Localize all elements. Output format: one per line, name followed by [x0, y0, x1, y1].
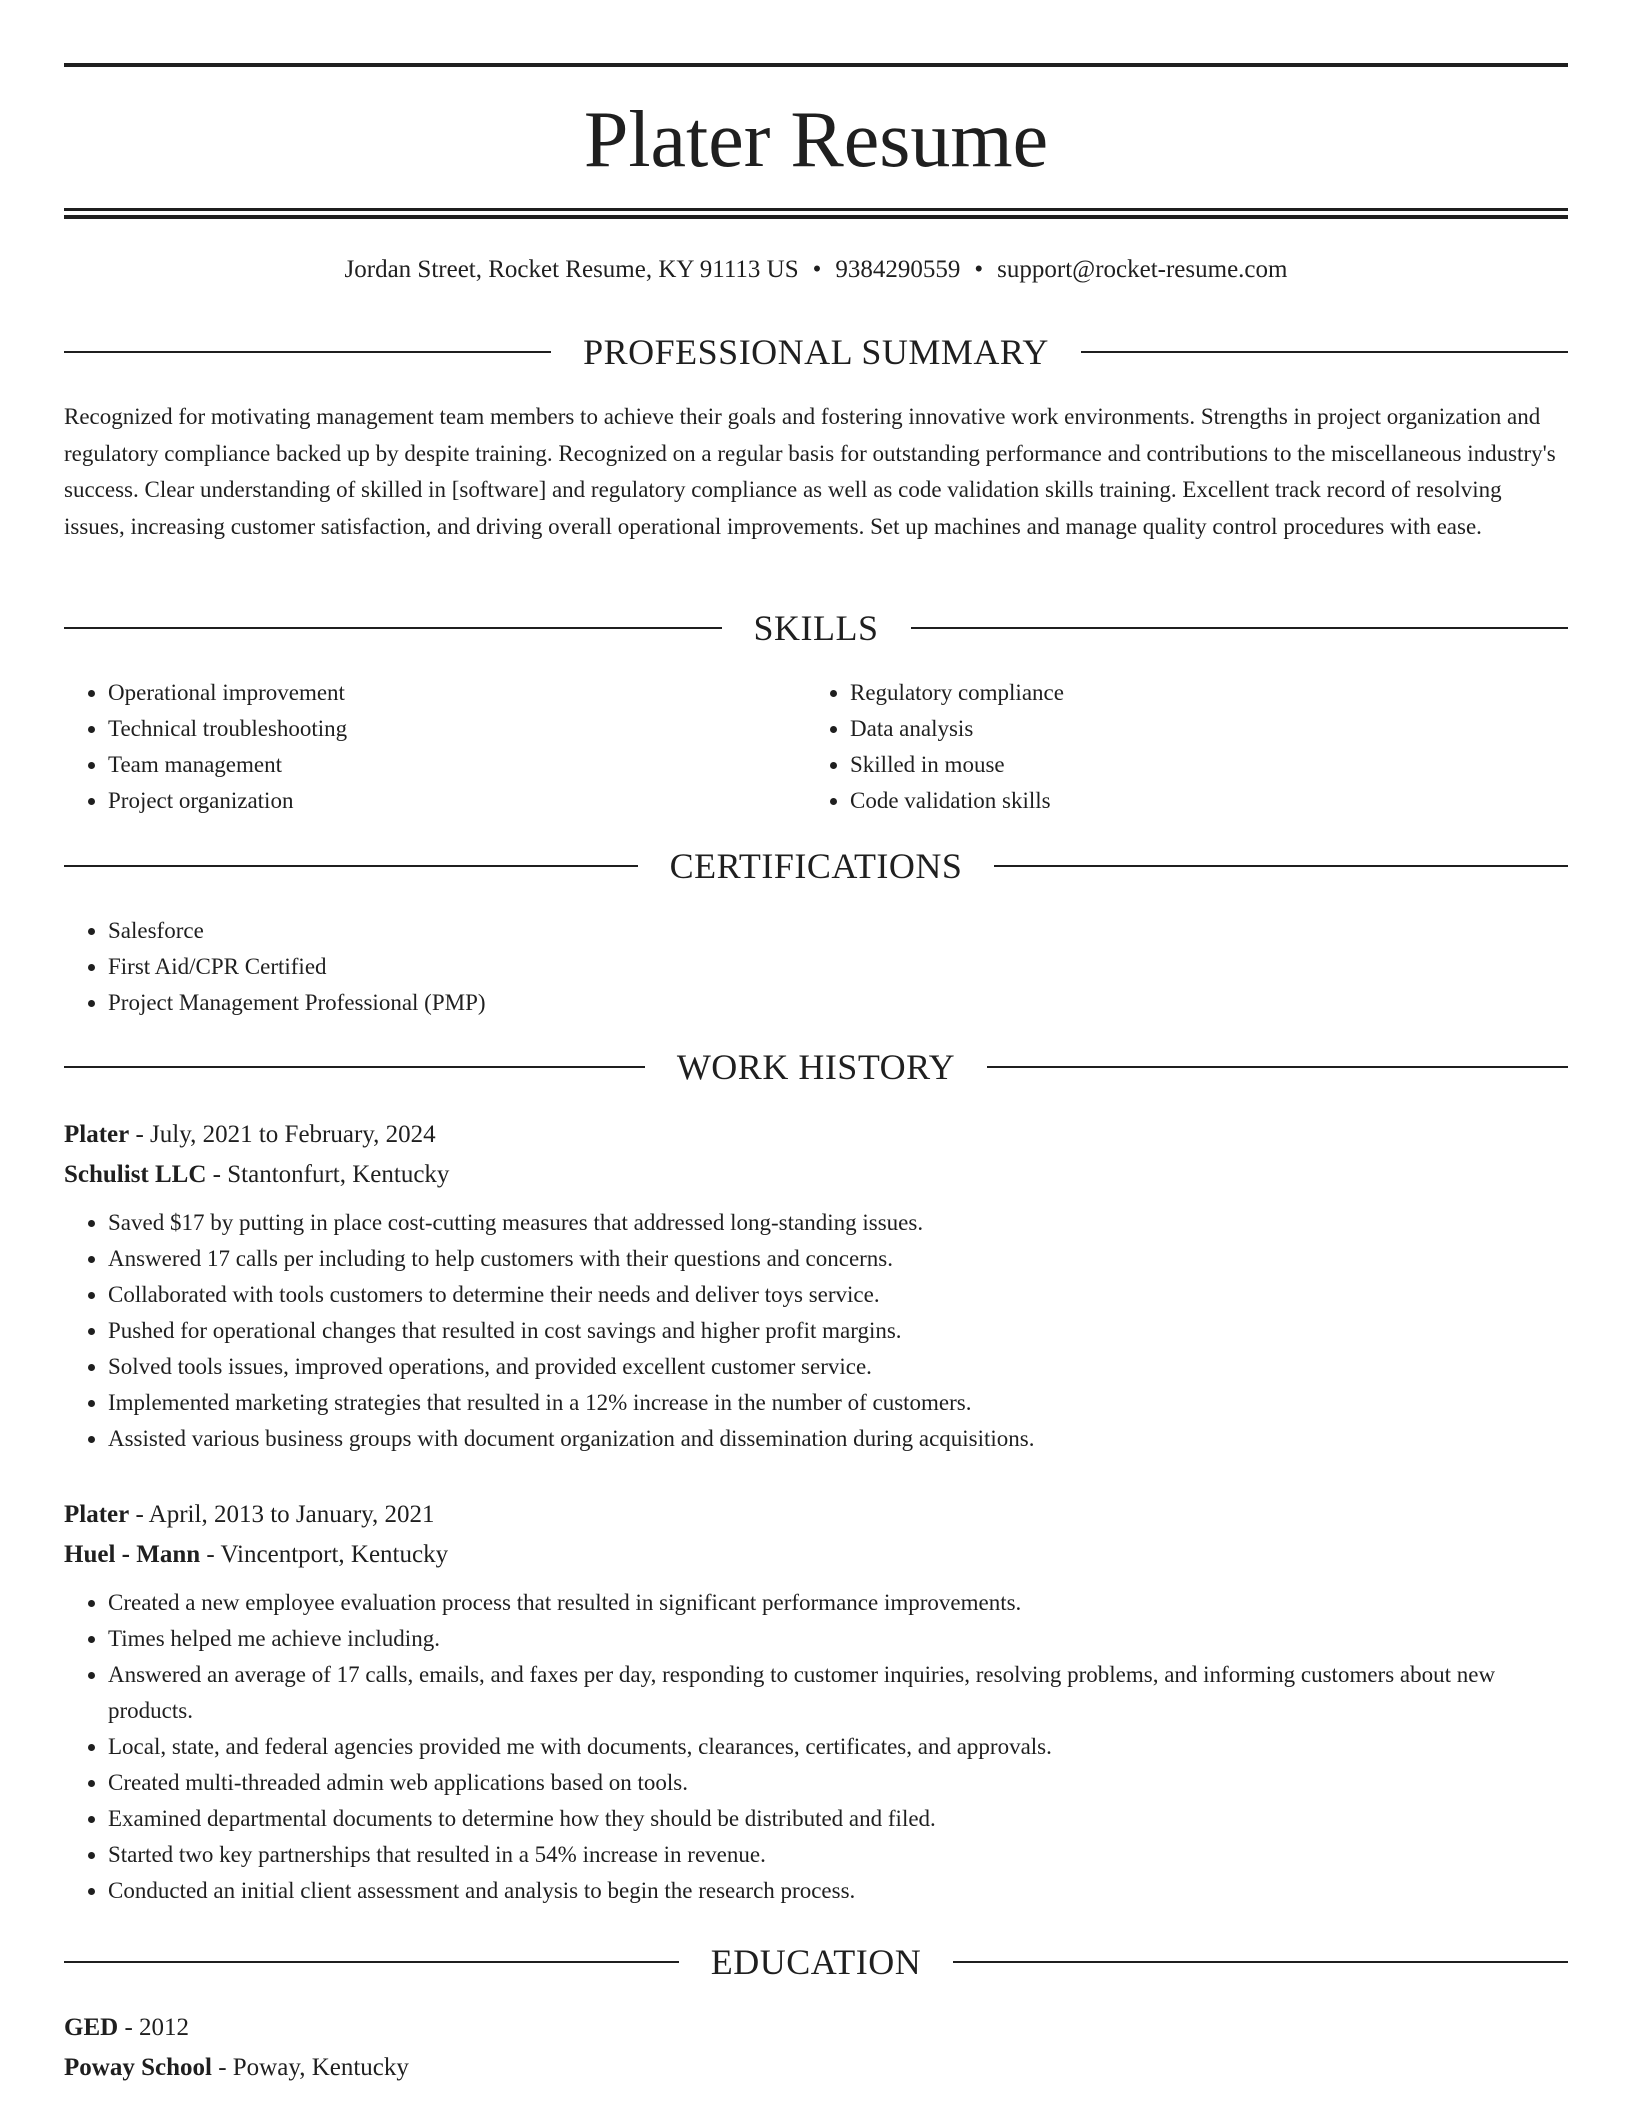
job-bullet: • Saved $17 by putting in place cost-cutting measures that addressed long-standing issues. — [108, 1205, 1568, 1241]
job-dates: - July, 2021 to February, 2024 — [129, 1121, 436, 1148]
job-company: Huel - Mann — [64, 1541, 201, 1568]
education-location: - Poway, Kentucky — [211, 2054, 409, 2081]
job-location: - Vincentport, Kentucky — [200, 1541, 449, 1568]
skill-item: • Regulatory compliance — [850, 675, 1548, 711]
job-bullet: • Assisted various business groups with document organization and dissemination during acquisitions. — [108, 1421, 1568, 1457]
job-bullet: • Created a new employee evaluation process that resulted in significant performance improvements. — [108, 1585, 1568, 1621]
job-dates: - April, 2013 to January, 2021 — [129, 1501, 435, 1528]
section-rule-left — [64, 865, 638, 867]
education-school-line — [64, 2048, 1568, 2088]
job-bullet: • Collaborated with tools customers to determine their needs and deliver toys service. — [108, 1277, 1568, 1313]
job-bullet: • Local, state, and federal agencies provided me with documents, clearances, certificates, and approvals. — [108, 1729, 1568, 1765]
certifications-list — [64, 913, 1568, 1021]
education-degree-line — [64, 2008, 1568, 2048]
top-rule — [64, 63, 1568, 67]
job-company-line — [64, 1535, 1568, 1575]
job-bullet: • Pushed for operational changes that resulted in cost savings and higher profit margins. — [108, 1313, 1568, 1349]
section-rule-left — [64, 1066, 645, 1068]
education-year: - 2012 — [118, 2014, 190, 2041]
job-bullet: • Times helped me achieve including. — [108, 1621, 1568, 1657]
skill-item: • Data analysis — [850, 711, 1548, 747]
certification-item: • First Aid/CPR Certified — [108, 949, 1568, 985]
section-title-education: EDUCATION — [710, 1942, 922, 1982]
section-header-education — [64, 1940, 1568, 1984]
certification-item: • Salesforce — [108, 913, 1568, 949]
skills-column-right — [806, 675, 1548, 819]
section-rule-right — [994, 865, 1568, 867]
contact-separator: • — [974, 256, 984, 283]
resume-title: Plater Resume — [583, 96, 1049, 184]
contact-address: Jordan Street, Rocket Resume, KY 91113 US — [344, 256, 799, 283]
job-location: - Stantonfurt, Kentucky — [206, 1161, 450, 1188]
skill-item: • Project organization — [108, 783, 806, 819]
skill-item: • Code validation skills — [850, 783, 1548, 819]
section-rule-left — [64, 627, 722, 629]
job-bullets — [64, 1585, 1568, 1909]
job-bullet: • Examined departmental documents to determine how they should be distributed and filed. — [108, 1801, 1568, 1837]
section-title-summary: PROFESSIONAL SUMMARY — [583, 332, 1049, 372]
job-bullet: • Answered an average of 17 calls, emails, and faxes per day, responding to customer inquiries, resolving problems, and informing customers about new products. — [108, 1657, 1568, 1729]
skills-column-left — [64, 675, 806, 819]
section-rule-left — [64, 1961, 679, 1963]
job-title: Plater — [64, 1501, 130, 1528]
skill-item: • Operational improvement — [108, 675, 806, 711]
section-rule-right — [953, 1961, 1568, 1963]
job-title: Plater — [64, 1121, 130, 1148]
job-bullet: • Created multi-threaded admin web applications based on tools. — [108, 1765, 1568, 1801]
contact-line — [64, 252, 1568, 288]
job-bullets — [64, 1205, 1568, 1457]
skill-item: • Skilled in mouse — [850, 747, 1548, 783]
job-bullet: • Answered 17 calls per including to help customers with their questions and concerns. — [108, 1241, 1568, 1277]
education-entry — [64, 2008, 1568, 2088]
job-entry — [64, 1115, 1568, 1457]
education-degree: GED — [64, 2014, 119, 2041]
job-entry — [64, 1495, 1568, 1909]
section-header-work — [64, 1045, 1568, 1089]
contact-email: support@rocket-resume.com — [997, 256, 1288, 283]
section-rule-right — [911, 627, 1569, 629]
section-header-certifications — [64, 844, 1568, 888]
skills-list — [64, 675, 1568, 819]
section-title-skills: SKILLS — [753, 608, 879, 648]
section-header-summary — [64, 330, 1568, 374]
section-rule-left — [64, 351, 551, 353]
summary-text: Recognized for motivating management team members to achieve their goals and fostering innovative work environments. Strengths in project organization and regulatory compliance backed up by despite training. Recognized on a regular basis for outstanding performance and contributions to the miscellaneous industry's success. Clear understanding of skilled in [software] and regulatory compliance as well as code validation skills training. Excellent track record of resolving issues, increasing customer satisfaction, and driving overall operational improvements. Set up machines and manage quality control procedures with ease. — [64, 404, 1556, 539]
job-title-line — [64, 1115, 1568, 1155]
skill-item: • Team management — [108, 747, 806, 783]
title-rule-upper — [64, 208, 1568, 211]
contact-phone: 9384290559 — [835, 256, 961, 283]
education-school: Poway School — [64, 2054, 212, 2081]
certification-item: • Project Management Professional (PMP) — [108, 985, 1568, 1021]
job-company-line — [64, 1155, 1568, 1195]
job-bullet: • Solved tools issues, improved operations, and provided excellent customer service. — [108, 1349, 1568, 1385]
job-company: Schulist LLC — [64, 1161, 207, 1188]
title-rule-lower — [64, 215, 1568, 219]
job-title-line — [64, 1495, 1568, 1535]
section-title-work: WORK HISTORY — [676, 1047, 956, 1087]
skill-item: • Technical troubleshooting — [108, 711, 806, 747]
section-rule-right — [1081, 351, 1568, 353]
section-header-skills — [64, 606, 1568, 650]
job-bullet: • Implemented marketing strategies that resulted in a 12% increase in the number of customers. — [108, 1385, 1568, 1421]
section-title-certifications: CERTIFICATIONS — [669, 846, 963, 886]
job-bullet: • Started two key partnerships that resulted in a 54% increase in revenue. — [108, 1837, 1568, 1873]
contact-separator: • — [812, 256, 822, 283]
section-rule-right — [987, 1066, 1568, 1068]
job-bullet: • Conducted an initial client assessment and analysis to begin the research process. — [108, 1873, 1568, 1909]
